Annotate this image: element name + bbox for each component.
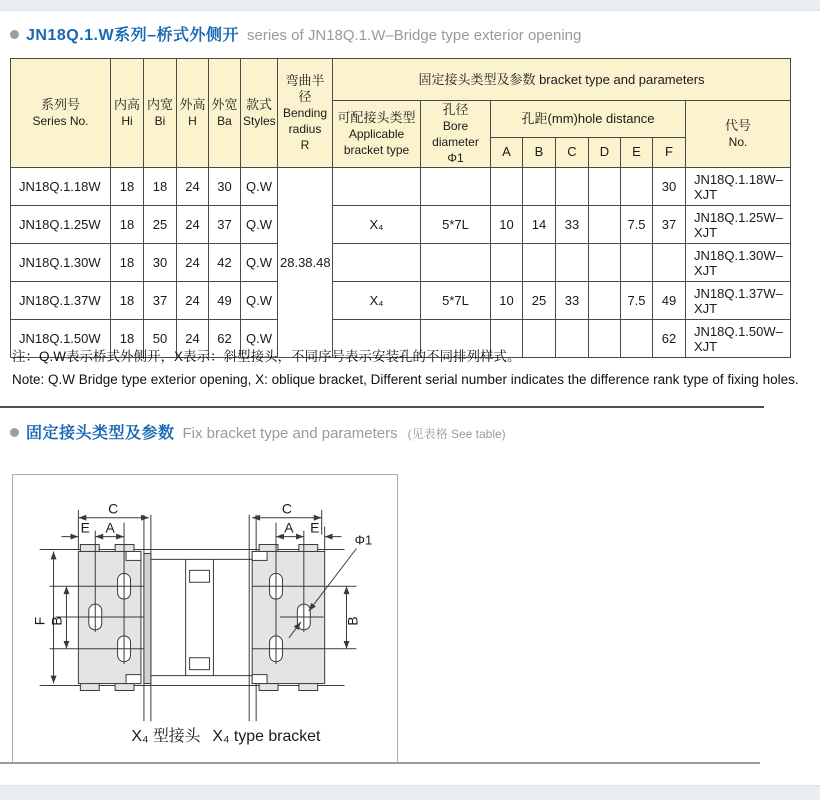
spec-table	[10, 58, 791, 358]
cell-f: 37	[653, 206, 686, 244]
table-row	[11, 206, 791, 244]
left-plate	[78, 551, 141, 683]
cell-bracket: X₄	[333, 282, 421, 320]
cell-hi: 18	[111, 168, 144, 206]
cell-ba: 37	[209, 206, 241, 244]
cell-bending-radius: 28.38.48	[278, 168, 333, 358]
cell-ba: 62	[209, 320, 241, 358]
col-header-c: C	[556, 137, 589, 167]
cell-d	[589, 244, 621, 282]
col-header-applicable-bracket: 可配接头类型 Applicable bracket type	[333, 101, 421, 168]
cell-series: JN18Q.1.25W	[11, 206, 111, 244]
cell-ba: 49	[209, 282, 241, 320]
cell-bi: 18	[144, 168, 177, 206]
col-header-f: F	[653, 137, 686, 167]
cell-style: Q.W	[241, 282, 278, 320]
cell-h: 24	[177, 244, 209, 282]
cell-c: 33	[556, 282, 589, 320]
spec-table-head	[11, 59, 791, 168]
cell-d	[589, 206, 621, 244]
cell-f: 62	[653, 320, 686, 358]
note-zh: 注：Q.W表示桥式外侧开，X表示：斜型接头，不同序号表示安装孔的不同排列样式。	[12, 349, 521, 364]
cell-f: 30	[653, 168, 686, 206]
section-title-series	[10, 22, 581, 45]
dim-label-a-right: A	[284, 519, 294, 536]
section2-title-zh: 固定接头类型及参数	[26, 425, 175, 442]
cell-style: Q.W	[241, 168, 278, 206]
cell-code: JN18Q.1.37W–XJT	[686, 282, 791, 320]
col-header-bending-radius: 弯曲半径 Bending radius R	[278, 59, 333, 168]
dim-label-b-right: B	[344, 616, 361, 626]
cell-bi: 50	[144, 320, 177, 358]
cell-e: 7.5	[621, 282, 653, 320]
cell-series: JN18Q.1.18W	[11, 168, 111, 206]
col-header-hi: 内高 Hi	[111, 59, 144, 168]
col-header-h: 外高 H	[177, 59, 209, 168]
cell-bracket	[333, 168, 421, 206]
cell-f	[653, 244, 686, 282]
drawing-lines	[40, 510, 357, 722]
cell-bore	[421, 168, 491, 206]
table-notes	[12, 345, 799, 391]
table-row	[11, 244, 791, 282]
section2-aside: (见表格 See table)	[407, 427, 506, 441]
cell-a	[491, 168, 523, 206]
cell-c	[556, 244, 589, 282]
col-header-series: 系列号 Series No.	[11, 59, 111, 168]
cell-style: Q.W	[241, 244, 278, 282]
cell-bi: 25	[144, 206, 177, 244]
cell-f: 49	[653, 282, 686, 320]
cell-c	[556, 168, 589, 206]
cell-code: JN18Q.1.25W–XJT	[686, 206, 791, 244]
section-divider	[0, 406, 764, 408]
cell-ba: 30	[209, 168, 241, 206]
cell-d	[589, 168, 621, 206]
col-header-bracket-group: 固定接头类型及参数 bracket type and parameters	[333, 59, 791, 101]
bullet-icon	[10, 30, 19, 39]
cell-bracket	[333, 244, 421, 282]
col-header-d: D	[589, 137, 621, 167]
cell-e	[621, 244, 653, 282]
section-title-bracket	[10, 420, 506, 443]
bottom-rule	[0, 762, 760, 764]
dim-label-e-right: E	[310, 519, 320, 536]
cell-e: 7.5	[621, 206, 653, 244]
footer-band	[0, 785, 820, 800]
cell-b	[523, 168, 556, 206]
cell-bore	[421, 244, 491, 282]
cell-h: 24	[177, 282, 209, 320]
cell-bracket: X₄	[333, 206, 421, 244]
bracket-diagram-box	[12, 474, 398, 764]
bracket-diagram	[13, 475, 397, 763]
spec-table-tbody	[11, 168, 791, 358]
col-header-hole-distance: 孔距(mm)hole distance	[491, 101, 686, 138]
dim-label-c-right: C	[281, 500, 292, 517]
cell-bore: 5*7L	[421, 282, 491, 320]
cell-b: 14	[523, 206, 556, 244]
col-header-e: E	[621, 137, 653, 167]
cell-h: 24	[177, 320, 209, 358]
section1-title-zh: JN18Q.1.W系列–桥式外侧开	[26, 27, 239, 44]
dim-label-c-left: C	[108, 500, 119, 517]
col-header-bi: 内宽 Bi	[144, 59, 177, 168]
col-header-ba: 外宽 Ba	[209, 59, 241, 168]
cell-code: JN18Q.1.30W–XJT	[686, 244, 791, 282]
cell-b: 25	[523, 282, 556, 320]
cell-h: 24	[177, 206, 209, 244]
diagram-caption	[131, 727, 321, 745]
cell-b	[523, 244, 556, 282]
right-plate	[252, 551, 324, 683]
cell-style: Q.W	[241, 206, 278, 244]
cell-code: JN18Q.1.18W–XJT	[686, 168, 791, 206]
cell-series: JN18Q.1.37W	[11, 282, 111, 320]
dim-label-f: F	[31, 616, 48, 626]
dim-label-a-left: A	[105, 519, 115, 536]
cell-bi: 37	[144, 282, 177, 320]
section1-title-en: series of JN18Q.1.W–Bridge type exterior opening	[247, 27, 582, 44]
col-header-a: A	[491, 137, 523, 167]
cell-a	[491, 244, 523, 282]
cell-ba: 42	[209, 244, 241, 282]
cell-code: JN18Q.1.50W–XJT	[686, 320, 791, 358]
col-header-b: B	[523, 137, 556, 167]
table-row	[11, 168, 791, 206]
cell-hi: 18	[111, 244, 144, 282]
header-row-1	[11, 59, 791, 101]
cell-e	[621, 168, 653, 206]
dim-label-phi1: Φ1	[354, 532, 373, 548]
caption-zh: X₄ 型接头	[131, 728, 201, 746]
cell-hi: 18	[111, 320, 144, 358]
cell-a: 10	[491, 206, 523, 244]
table-row	[11, 282, 791, 320]
cell-hi: 18	[111, 206, 144, 244]
col-header-styles: 款式 Styles	[241, 59, 278, 168]
col-header-code: 代号 No.	[686, 101, 791, 168]
col-header-bore-diameter: 孔径 Bore diameter Φ1	[421, 101, 491, 168]
cell-hi: 18	[111, 282, 144, 320]
cell-c: 33	[556, 206, 589, 244]
bullet-icon	[10, 428, 19, 437]
cell-a: 10	[491, 282, 523, 320]
cell-series: JN18Q.1.50W	[11, 320, 111, 358]
cell-series: JN18Q.1.30W	[11, 244, 111, 282]
dim-label-b-left: B	[48, 616, 65, 626]
cell-style: Q.W	[241, 320, 278, 358]
section2-title-en: Fix bracket type and parameters	[182, 425, 398, 442]
dim-label-e-left: E	[80, 519, 90, 536]
cell-bi: 30	[144, 244, 177, 282]
caption-en: X₄ type bracket	[212, 728, 321, 746]
note-en: Note: Q.W Bridge type exterior opening, X: oblique bracket, Different serial number indicates the difference rank type of fixing holes.	[12, 372, 799, 387]
cell-h: 24	[177, 168, 209, 206]
top-band	[0, 0, 820, 11]
cell-bore: 5*7L	[421, 206, 491, 244]
cell-d	[589, 282, 621, 320]
